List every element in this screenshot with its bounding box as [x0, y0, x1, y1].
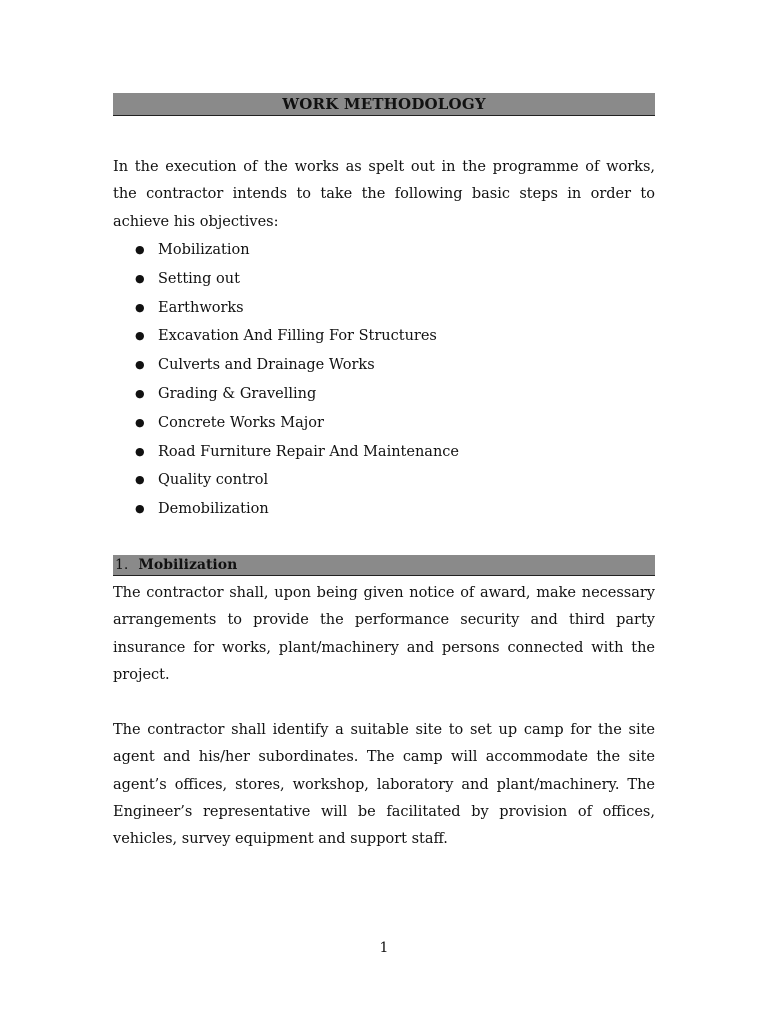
list-item: [113, 409, 655, 438]
section-title: Mobilization: [138, 557, 238, 573]
step-label: Mobilization: [158, 242, 250, 258]
list-item: [113, 438, 655, 467]
intro-paragraph: In the execution of the works as spelt out in the programme of works, the contractor intends to take the following basic steps in order to achieve his objectives:: [113, 159, 655, 230]
list-item: [113, 351, 655, 380]
bullet-icon: ●: [135, 473, 145, 487]
page-number: 1: [379, 940, 389, 956]
step-label: Grading & Gravelling: [158, 385, 317, 402]
bullet-icon: ●: [135, 243, 145, 256]
list-item: [113, 236, 655, 265]
step-label: Setting out: [158, 270, 240, 287]
list-item: [113, 495, 655, 524]
list-item: [113, 294, 655, 323]
step-label: Road Furniture Repair And Maintenance: [158, 443, 459, 460]
list-item: [113, 466, 655, 495]
step-label: Culverts and Drainage Works: [158, 357, 375, 374]
page-title: WORK METHODOLOGY: [113, 93, 655, 116]
section-paragraph-2: The contractor shall identify a suitable site to set up camp for the site agent and his/her subordinates. The camp will accommodate the site agent’s offices, stores, workshop, laboratory and plant/machinery. The Engineer’s representative will be facilitated by provision of offices, vehicles, survey equipment and support staff.: [113, 722, 655, 848]
step-label: Quality control: [158, 472, 269, 489]
section-paragraph-1: The contractor shall, upon being given notice of award, make necessary arrangements to provide the performance security and third party insurance for works, plant/machinery and persons connected with the project.: [113, 585, 655, 683]
bullet-icon: ●: [135, 271, 145, 285]
section-heading: [113, 555, 655, 576]
bullet-icon: ●: [135, 329, 145, 343]
step-label: Concrete Works Major: [158, 414, 324, 431]
list-item: [113, 380, 655, 409]
step-label: Excavation And Filling For Structures: [158, 328, 437, 345]
section-number: 1.: [115, 557, 129, 573]
list-item: [113, 322, 655, 351]
bullet-icon: ●: [135, 300, 145, 314]
bullet-icon: ●: [135, 358, 145, 372]
step-label: Earthworks: [158, 299, 244, 316]
bullet-icon: ●: [135, 444, 145, 458]
steps-list: [113, 236, 655, 524]
bullet-icon: ●: [135, 415, 145, 429]
step-label: Demobilization: [158, 501, 269, 518]
bullet-icon: ●: [135, 502, 145, 516]
list-item: [113, 265, 655, 294]
bullet-icon: ●: [135, 386, 145, 400]
